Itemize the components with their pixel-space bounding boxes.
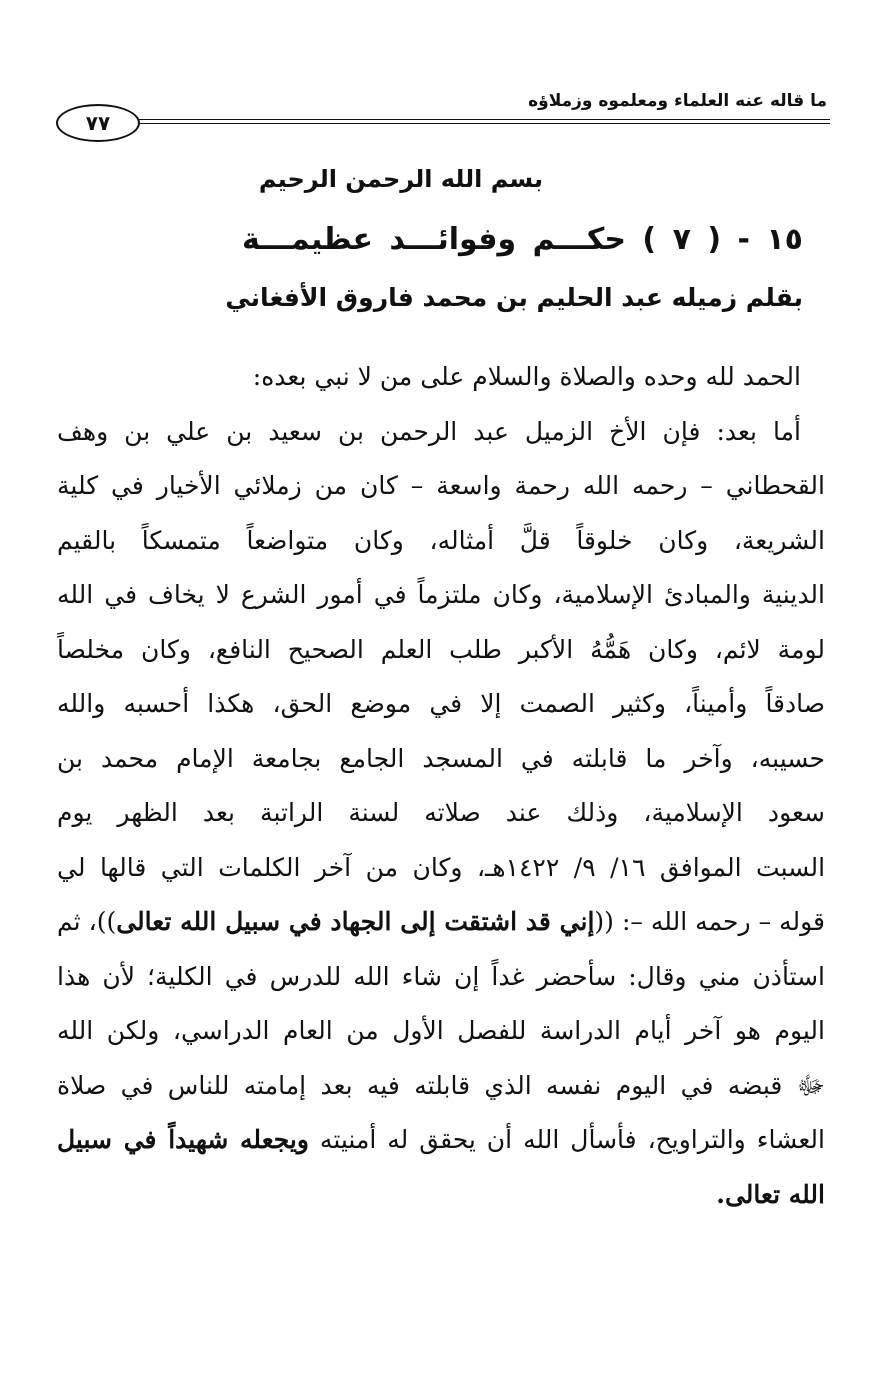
body-line: حسيبه، وآخر ما قابلته في المسجد الجامع بجامعة الإمام محمد بن [57, 743, 825, 773]
page-number-badge [56, 104, 140, 142]
quote-lead: قوله – رحمه الله –: (( [594, 907, 825, 936]
body-line: ﷻ قبضه في اليوم نفسه الذي قابلته فيه بعد إمامته للناس في صلاة [57, 1070, 825, 1100]
quote-tail: ))، ثم [57, 907, 117, 936]
page-number: ٧٧ [85, 111, 111, 135]
body-line: السبت الموافق ١٦/ ٩/ ١٤٢٢هـ، وكان من آخر الكلمات التي قالها لي [57, 852, 825, 882]
body-line: لومة لائم، وكان هَمُّهُ الأكبر طلب العلم الصحيح النافع، وكان مخلصاً [57, 634, 825, 664]
running-title: ما قاله عنه العلماء ومعلموه وزملاؤه [528, 91, 827, 111]
body-line: استأذن مني وقال: سأحضر غداً إن شاء الله للدرس في الكلية؛ لأن هذا [57, 961, 825, 991]
body-line: سعود الإسلامية، وذلك عند صلاته لسنة الراتبة بعد الظهر يوم [57, 798, 825, 827]
article-title: ١٥ - ( ٧ ) حكـــم وفوائـــد عظيمـــة [241, 222, 803, 257]
body-line: اليوم هو آخر أيام الدراسة للفصل الأول من العام الدراسي، ولكن الله [57, 1016, 825, 1045]
final-line: الله تعالى. [716, 1179, 825, 1209]
body-line: الدينية والمبادئ الإسلامية، وكان ملتزماً في أمور الشرع لا يخاف في الله [57, 580, 825, 609]
closing-line [57, 1113, 825, 1168]
body-line: الشريعة، وكان خلوقاً قلَّ أمثاله، وكان متواضعاً متمسكاً بالقيم [57, 525, 825, 555]
body-line: أما بعد: فإن الأخ الزميل عبد الرحمن بن سعيد بن علي بن وهف [57, 416, 801, 446]
basmala: بسم الله الرحمن الرحيم [258, 165, 543, 193]
byline: بقلم زميله عبد الحليم بن محمد فاروق الأفغاني [225, 283, 803, 312]
quote-line [57, 895, 825, 950]
quoted-words: إني قد اشتقت إلى الجهاد في سبيل الله تعالى [116, 907, 595, 936]
body-line: صادقاً وأميناً، وكثير الصمت إلا في موضع الحق، هكذا أحسبه والله [57, 689, 825, 718]
closing-bold: ويجعله شهيداً في سبيل [57, 1125, 309, 1154]
article-body [57, 350, 825, 1222]
header-rule [135, 119, 830, 124]
opening-line: الحمد لله وحده والصلاة والسلام على من لا نبي بعده: [252, 362, 801, 391]
body-line: القحطاني – رحمه الله رحمة واسعة – كان من زملائي الأخيار في كلية [57, 471, 825, 500]
closing-lead: العشاء والتراويح، فأسأل الله أن يحقق له أمنيته [308, 1125, 825, 1154]
